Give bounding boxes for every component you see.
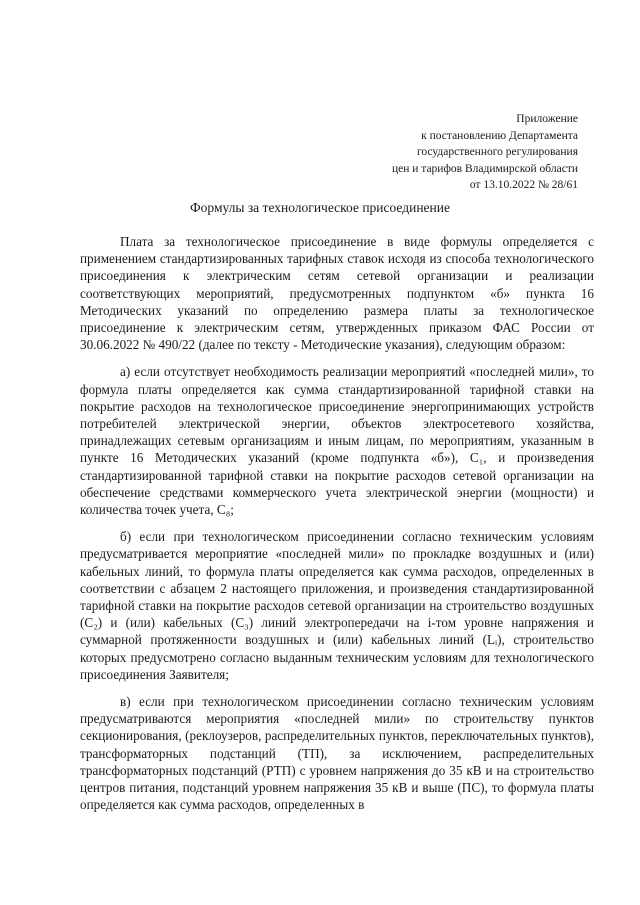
appendix-line-1: Приложение <box>516 113 578 125</box>
appendix-line-2: к постановлению Департамента <box>421 129 578 142</box>
appendix-line-5: от 13.10.2022 № 28/61 <box>469 179 578 191</box>
appendix-line-4: цен и тарифов Владимирской области <box>391 162 578 175</box>
document-body <box>80 233 594 814</box>
paragraph-intro: Плата за технологическое присоединение в виде формулы определяется с применением стандартизированных тарифных ставок исходя из способа технологического присоединения к электрическим сетям сетевой организации и реализации соответствующих мероприятий, предусмотренных подпунктом «б» пункта 16 Методических указаний по определению размера платы за технологическое присоединение к электрическим сетям, утвержденных приказом ФАС России от 30.06.2022 № 490/22 (далее по тексту - Методические указания), следующим образом: <box>80 234 594 353</box>
paragraph-b: б) если при технологическом присоединении согласно техническим условиям предусматривается мероприятие «последней мили» по прокладке воздушных и (или) кабельных линий, то формула платы определяется как сумма расходов, определенных в соответствии с абзацем 2 настоящего приложения, и произведения стандартизированной тарифной ставки на покрытие расходов сетевой организации на строительство воздушных (C₂) и (или) кабельных (C₃) линий электропередачи на i-том уровне напряжения и суммарной протяженности воздушных и (или) кабельных линий (Lᵢ), строительство которых предусмотрено согласно выданным техническим условиям для технологического присоединения Заявителя; <box>80 529 594 682</box>
paragraph-v: в) если при технологическом присоединении согласно техническим условиям предусматриваются мероприятия «последней мили» по строительству пунктов секционирования, (реклоузеров, распределительных пунктов, переключательных пунктов), трансформаторных подстанций (ТП), за исключением, распределительных трансформаторных подстанций (РТП) с уровнем напряжения до 35 кВ и на строительство центров питания, подстанций уровнем напряжения 35 кВ и выше (ПС), то формула платы определяется как сумма расходов, определенных в <box>80 694 594 813</box>
appendix-line-3: государственного регулирования <box>416 146 578 158</box>
appendix-header <box>348 111 578 194</box>
paragraph-a: а) если отсутствует необходимость реализации мероприятий «последней мили», то формула платы определяется как сумма стандартизированной тарифной ставки на покрытие расходов на технологическое присоединение энергопринимающих устройств потребителей электрической энергии, объектов электросетевого хозяйства, принадлежащих сетевым организациям и иным лицам, по мероприятиям, указанным в пункте 16 Методических указаний (кроме подпункта «б»), C₁, и произведения стандартизированной тарифной ставки на покрытие расходов сетевой организации на обеспечение средствами коммерческого учета электрической энергии (мощности) и количества точек учета, C₈; <box>80 364 594 518</box>
document-title: Формулы за технологическое присоединение <box>190 200 450 215</box>
